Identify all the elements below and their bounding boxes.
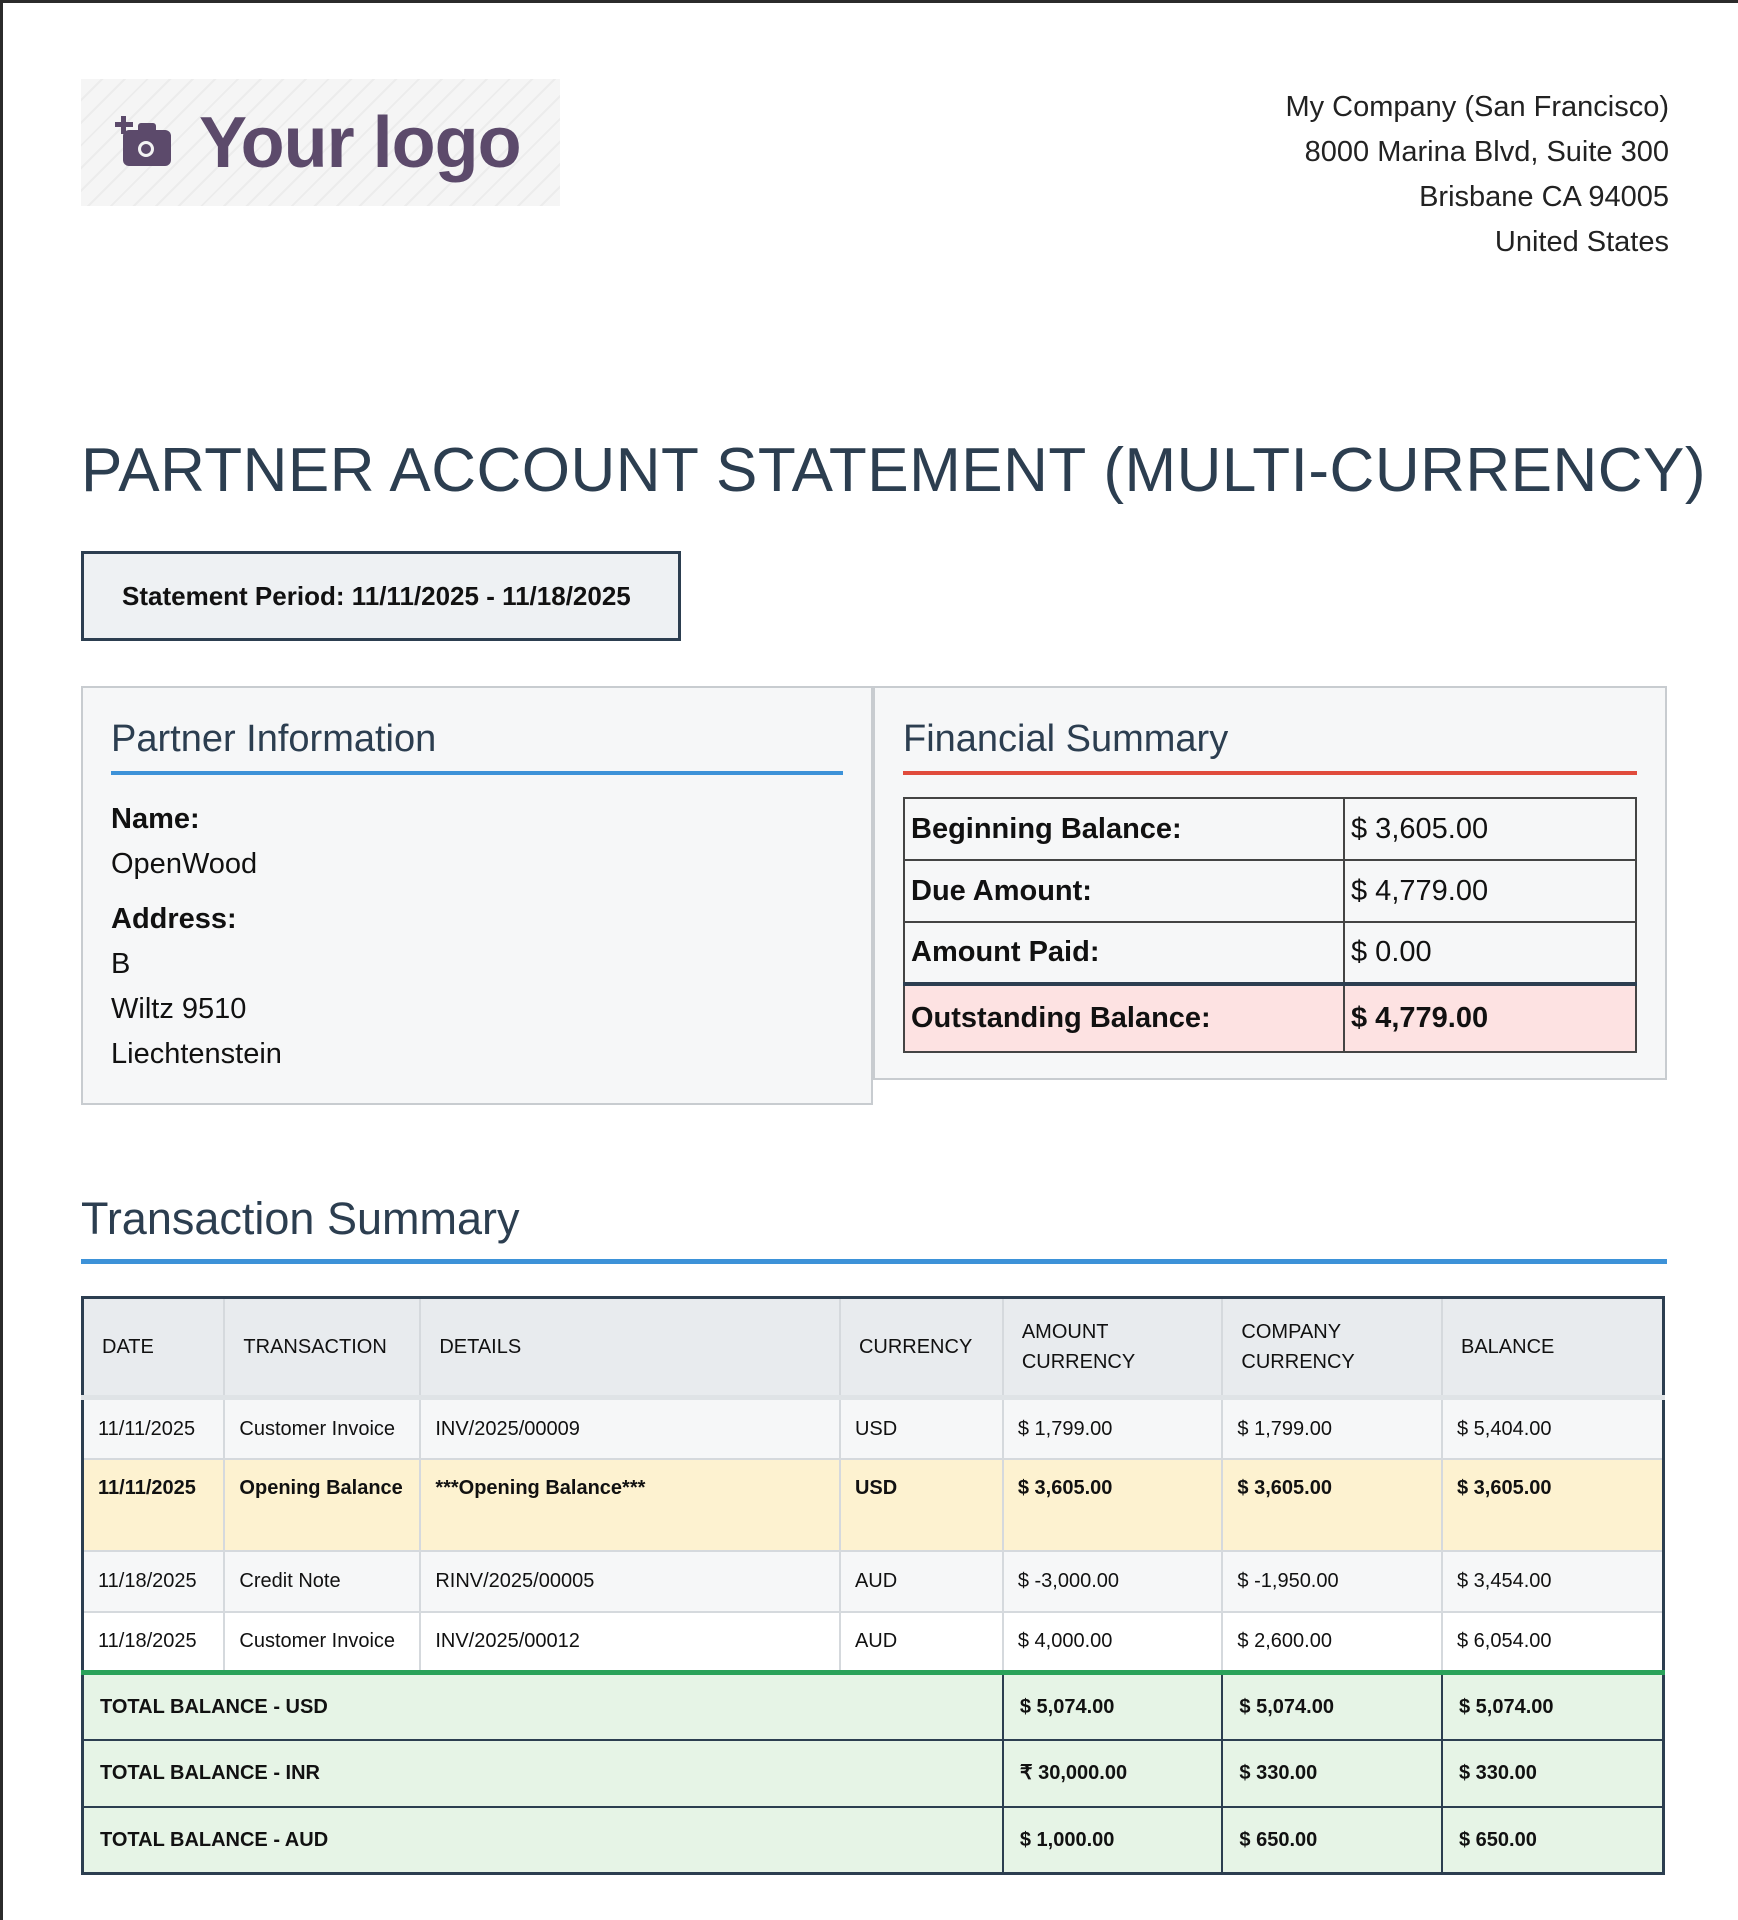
total-company-currency: $ 330.00	[1222, 1740, 1442, 1807]
total-amount-currency: $ 5,074.00	[1003, 1673, 1223, 1740]
company-logo	[81, 79, 560, 206]
total-row-usd	[83, 1673, 1664, 1740]
column-header-amount-currency-line1: AMOUNT	[1021, 1321, 1109, 1343]
cell-details: INV/2025/00009	[420, 1398, 840, 1459]
company-name: My Company (San Francisco)	[1285, 91, 1669, 123]
total-amount-currency: ₹ 30,000.00	[1003, 1740, 1223, 1807]
cell-transaction: Customer Invoice	[224, 1612, 420, 1673]
company-city: Brisbane CA 94005	[1419, 181, 1669, 213]
partner-address-line-3: Liechtenstein	[111, 1038, 282, 1070]
total-label: TOTAL BALANCE - AUD	[83, 1807, 1003, 1874]
outstanding-balance-value: $ 4,779.00	[1344, 984, 1636, 1052]
cell-balance: $ 6,054.00	[1442, 1612, 1664, 1673]
total-balance: $ 650.00	[1442, 1807, 1664, 1874]
column-header-amount-currency-line2: CURRENCY	[1021, 1351, 1136, 1373]
cell-details: RINV/2025/00005	[420, 1551, 840, 1612]
total-balance: $ 330.00	[1442, 1740, 1664, 1807]
company-address	[1285, 85, 1669, 265]
total-label: TOTAL BALANCE - INR	[83, 1740, 1003, 1807]
cell-amount-currency: $ -3,000.00	[1003, 1551, 1223, 1612]
beginning-balance-row	[904, 798, 1636, 860]
cell-balance: $ 5,404.00	[1442, 1398, 1664, 1459]
partner-name: OpenWood	[111, 848, 258, 880]
table-row	[83, 1612, 1664, 1673]
column-header-company-currency	[1222, 1298, 1442, 1398]
total-company-currency: $ 5,074.00	[1222, 1673, 1442, 1740]
beginning-balance-label: Beginning Balance:	[904, 798, 1344, 860]
cell-currency: USD	[840, 1459, 1003, 1551]
column-header-amount-currency	[1003, 1298, 1223, 1398]
column-header-date: DATE	[83, 1298, 225, 1398]
cell-details: INV/2025/00012	[420, 1612, 840, 1673]
partner-address-line-1: B	[111, 948, 131, 980]
financial-summary-table	[903, 797, 1637, 1053]
cell-currency: AUD	[840, 1612, 1003, 1673]
column-header-currency: CURRENCY	[840, 1298, 1003, 1398]
cell-transaction: Opening Balance	[224, 1459, 420, 1551]
total-company-currency: $ 650.00	[1222, 1807, 1442, 1874]
total-label: TOTAL BALANCE - USD	[83, 1673, 1003, 1740]
cell-company-currency: $ 2,600.00	[1222, 1612, 1442, 1673]
due-amount-label: Due Amount:	[904, 860, 1344, 922]
cell-date: 11/11/2025	[83, 1459, 225, 1551]
partner-information-panel	[81, 686, 873, 1105]
cell-company-currency: $ 1,799.00	[1222, 1398, 1442, 1459]
partner-information-heading: Partner Information	[111, 718, 843, 775]
financial-summary-heading: Financial Summary	[903, 718, 1637, 775]
company-street: 8000 Marina Blvd, Suite 300	[1304, 136, 1669, 168]
amount-paid-value: $ 0.00	[1344, 922, 1636, 984]
transaction-summary-heading: Transaction Summary	[81, 1193, 1667, 1264]
cell-currency: USD	[840, 1398, 1003, 1459]
partner-address-line-2: Wiltz 9510	[111, 993, 247, 1025]
column-header-company-currency-line1: COMPANY	[1241, 1321, 1342, 1343]
statement-period: Statement Period: 11/11/2025 - 11/18/2025	[81, 551, 681, 641]
cell-details: ***Opening Balance***	[420, 1459, 840, 1551]
cell-transaction: Credit Note	[224, 1551, 420, 1612]
total-balance: $ 5,074.00	[1442, 1673, 1664, 1740]
amount-paid-label: Amount Paid:	[904, 922, 1344, 984]
outstanding-balance-row	[904, 984, 1636, 1052]
cell-amount-currency: $ 4,000.00	[1003, 1612, 1223, 1673]
cell-company-currency: $ 3,605.00	[1222, 1459, 1442, 1551]
financial-summary-panel	[873, 686, 1667, 1080]
cell-balance: $ 3,454.00	[1442, 1551, 1664, 1612]
table-row	[83, 1398, 1664, 1459]
total-row-inr	[83, 1740, 1664, 1807]
logo-text: Your logo	[199, 102, 521, 183]
cell-transaction: Customer Invoice	[224, 1398, 420, 1459]
due-amount-row	[904, 860, 1636, 922]
column-header-transaction: TRANSACTION	[224, 1298, 420, 1398]
beginning-balance-value: $ 3,605.00	[1344, 798, 1636, 860]
cell-balance: $ 3,605.00	[1442, 1459, 1664, 1551]
amount-paid-row	[904, 922, 1636, 984]
camera-plus-icon	[115, 116, 173, 170]
transaction-table	[81, 1296, 1665, 1875]
transaction-table-header	[83, 1298, 1664, 1398]
partner-address-label: Address:	[111, 903, 237, 935]
column-header-balance: BALANCE	[1442, 1298, 1664, 1398]
cell-amount-currency: $ 1,799.00	[1003, 1398, 1223, 1459]
total-amount-currency: $ 1,000.00	[1003, 1807, 1223, 1874]
column-header-details: DETAILS	[420, 1298, 840, 1398]
outstanding-balance-label: Outstanding Balance:	[904, 984, 1344, 1052]
cell-date: 11/11/2025	[83, 1398, 225, 1459]
partner-name-label: Name:	[111, 803, 200, 835]
due-amount-value: $ 4,779.00	[1344, 860, 1636, 922]
company-country: United States	[1494, 226, 1669, 258]
table-row	[83, 1551, 1664, 1612]
total-row-aud	[83, 1807, 1664, 1874]
page-title: PARTNER ACCOUNT STATEMENT (MULTI-CURRENCY)	[81, 436, 1707, 505]
cell-date: 11/18/2025	[83, 1551, 225, 1612]
column-header-company-currency-line2: CURRENCY	[1241, 1351, 1355, 1373]
cell-date: 11/18/2025	[83, 1612, 225, 1673]
table-row-opening-balance	[83, 1459, 1664, 1551]
cell-company-currency: $ -1,950.00	[1222, 1551, 1442, 1612]
cell-amount-currency: $ 3,605.00	[1003, 1459, 1223, 1551]
cell-currency: AUD	[840, 1551, 1003, 1612]
